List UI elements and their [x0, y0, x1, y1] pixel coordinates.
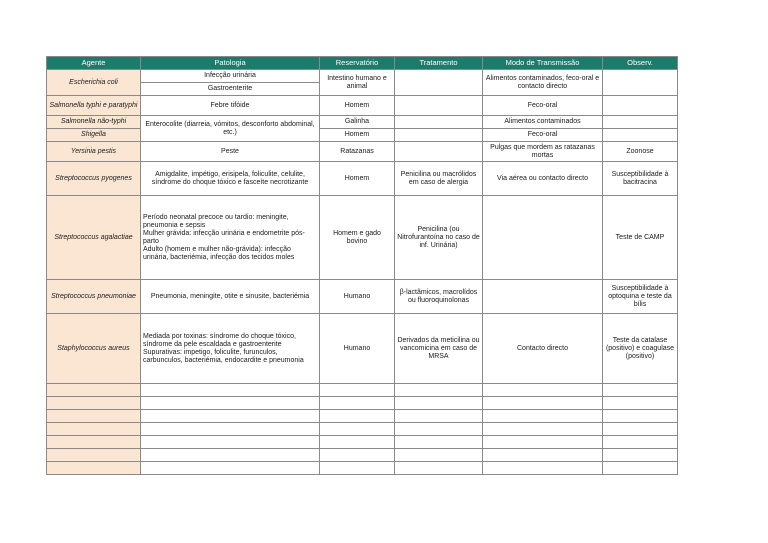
reservoir-cell: Homem: [320, 162, 395, 196]
reservoir-cell: Homem: [320, 96, 395, 116]
empty-cell: [141, 462, 320, 475]
empty-cell: [320, 462, 395, 475]
transmission-cell: Pulgas que mordem as ratazanas mortas: [483, 142, 603, 162]
table-header-row: [47, 57, 678, 70]
empty-row: [47, 436, 678, 449]
reservoir-cell: Ratazanas: [320, 142, 395, 162]
pathology-cell: Período neonatal precoce ou tardio: meningite, pneumonia e sepsis Mulher grávida: infecção urinária e endometrite pós-parto Adulto (homem e mulher não-grávida): infecção urinária, bacteriémia, infecção dos tecidos moles: [141, 196, 320, 280]
agent-cell: Salmonella não-typhi: [47, 116, 141, 129]
empty-agent-cell: [47, 410, 141, 423]
header-transmission: Modo de Transmissão: [483, 57, 603, 70]
empty-cell: [483, 410, 603, 423]
transmission-cell: [483, 280, 603, 314]
empty-cell: [483, 384, 603, 397]
empty-cell: [395, 410, 483, 423]
agent-cell: Shigella: [47, 129, 141, 142]
table-row: [47, 314, 678, 384]
empty-agent-cell: [47, 397, 141, 410]
observations-cell: [603, 116, 678, 129]
empty-agent-cell: [47, 462, 141, 475]
observations-cell: Teste de CAMP: [603, 196, 678, 280]
empty-cell: [483, 449, 603, 462]
reservoir-cell: Homem e gado bovino: [320, 196, 395, 280]
empty-cell: [395, 397, 483, 410]
empty-cell: [395, 423, 483, 436]
treatment-cell: Derivados da meticilina ou vancomicina em caso de MRSA: [395, 314, 483, 384]
empty-row: [47, 384, 678, 397]
transmission-cell: Feco-oral: [483, 96, 603, 116]
empty-cell: [603, 397, 678, 410]
transmission-cell: [483, 196, 603, 280]
agent-cell: Escherichia coli: [47, 70, 141, 96]
table-row: [47, 196, 678, 280]
empty-agent-cell: [47, 384, 141, 397]
empty-cell: [483, 423, 603, 436]
empty-cell: [395, 462, 483, 475]
transmission-cell: Alimentos contaminados: [483, 116, 603, 129]
empty-cell: [141, 423, 320, 436]
empty-cell: [603, 449, 678, 462]
treatment-cell: [395, 129, 483, 142]
table-row: [47, 116, 678, 129]
empty-cell: [320, 397, 395, 410]
observations-cell: [603, 96, 678, 116]
transmission-cell: Feco-oral: [483, 129, 603, 142]
table-row: [47, 280, 678, 314]
table-row: [47, 142, 678, 162]
reservoir-cell: Homem: [320, 129, 395, 142]
treatment-cell: [395, 96, 483, 116]
agent-cell: Streptococcus pneumoniae: [47, 280, 141, 314]
agent-cell: Streptococcus pyogenes: [47, 162, 141, 196]
pathology-cell: Peste: [141, 142, 320, 162]
treatment-cell: [395, 70, 483, 96]
agent-cell: Streptococcus agalactiae: [47, 196, 141, 280]
pathology-cell: Amigdalite, impétigo, erisipela, foliculite, celulite, síndrome do choque tóxico e fasceíte necrotizante: [141, 162, 320, 196]
observations-cell: [603, 129, 678, 142]
empty-row: [47, 449, 678, 462]
observations-cell: [603, 70, 678, 96]
empty-cell: [141, 384, 320, 397]
empty-cell: [483, 436, 603, 449]
pathology-cell: Enterocolite (diarreia, vómitos, desconforto abdominal, etc.): [141, 116, 320, 142]
observations-cell: Susceptibilidade à optoquina e teste da bílis: [603, 280, 678, 314]
pathology-cell: Gastroenterite: [141, 83, 320, 96]
agent-cell: Staphylococcus aureus: [47, 314, 141, 384]
treatment-cell: Penicilina (ou Nitrofurantoína no caso de inf. Urinária): [395, 196, 483, 280]
reservoir-cell: Humano: [320, 314, 395, 384]
empty-cell: [320, 410, 395, 423]
observations-cell: Zoonose: [603, 142, 678, 162]
agent-cell: Salmonella typhi e paratyphi: [47, 96, 141, 116]
empty-cell: [603, 423, 678, 436]
empty-cell: [141, 436, 320, 449]
pathology-cell: Infecção urinária: [141, 70, 320, 83]
empty-cell: [395, 384, 483, 397]
observations-cell: Susceptibilidade à bacitracina: [603, 162, 678, 196]
empty-cell: [603, 436, 678, 449]
reservoir-cell: Humano: [320, 280, 395, 314]
empty-cell: [603, 384, 678, 397]
empty-cell: [603, 462, 678, 475]
pathology-cell: Pneumonia, meningite, otite e sinusite, bacteriémia: [141, 280, 320, 314]
empty-agent-cell: [47, 423, 141, 436]
empty-cell: [320, 423, 395, 436]
pathology-cell: Febre tifóide: [141, 96, 320, 116]
header-agent: Agente: [47, 57, 141, 70]
reservoir-cell: Intestino humano e animal: [320, 70, 395, 96]
table-row: [47, 162, 678, 196]
empty-row: [47, 410, 678, 423]
empty-cell: [320, 384, 395, 397]
empty-row: [47, 423, 678, 436]
pathology-cell: Mediada por toxinas: síndrome do choque tóxico, síndrome da pele escaldada e gastroenterite Supurativas: impetigo, foliculite, furunculos, carbunculos, bacteriémia, endocardite e pneumonia: [141, 314, 320, 384]
empty-cell: [395, 436, 483, 449]
table-row: [47, 70, 678, 83]
treatment-cell: [395, 142, 483, 162]
empty-cell: [141, 397, 320, 410]
empty-cell: [141, 410, 320, 423]
empty-cell: [141, 449, 320, 462]
transmission-cell: Alimentos contaminados, feco-oral e contacto directo: [483, 70, 603, 96]
header-pathology: Patologia: [141, 57, 320, 70]
header-treatment: Tratamento: [395, 57, 483, 70]
treatment-cell: β-lactâmicos, macrolídos ou fluoroquinolonas: [395, 280, 483, 314]
treatment-cell: [395, 116, 483, 129]
header-observations: Observ.: [603, 57, 678, 70]
header-reservoir: Reservatório: [320, 57, 395, 70]
empty-cell: [320, 449, 395, 462]
empty-agent-cell: [47, 449, 141, 462]
transmission-cell: Contacto directo: [483, 314, 603, 384]
empty-agent-cell: [47, 436, 141, 449]
empty-row: [47, 397, 678, 410]
observations-cell: Teste da catalase (positivo) e coagulase (positivo): [603, 314, 678, 384]
empty-cell: [320, 436, 395, 449]
treatment-cell: Penicilina ou macrólidos em caso de alergia: [395, 162, 483, 196]
transmission-cell: Via aérea ou contacto directo: [483, 162, 603, 196]
empty-cell: [395, 449, 483, 462]
empty-cell: [603, 410, 678, 423]
document-sheet: [46, 56, 678, 475]
empty-row: [47, 462, 678, 475]
table-row: [47, 96, 678, 116]
pathogen-table: [46, 56, 678, 475]
empty-cell: [483, 397, 603, 410]
agent-cell: Yersinia pestis: [47, 142, 141, 162]
empty-cell: [483, 462, 603, 475]
reservoir-cell: Galinha: [320, 116, 395, 129]
